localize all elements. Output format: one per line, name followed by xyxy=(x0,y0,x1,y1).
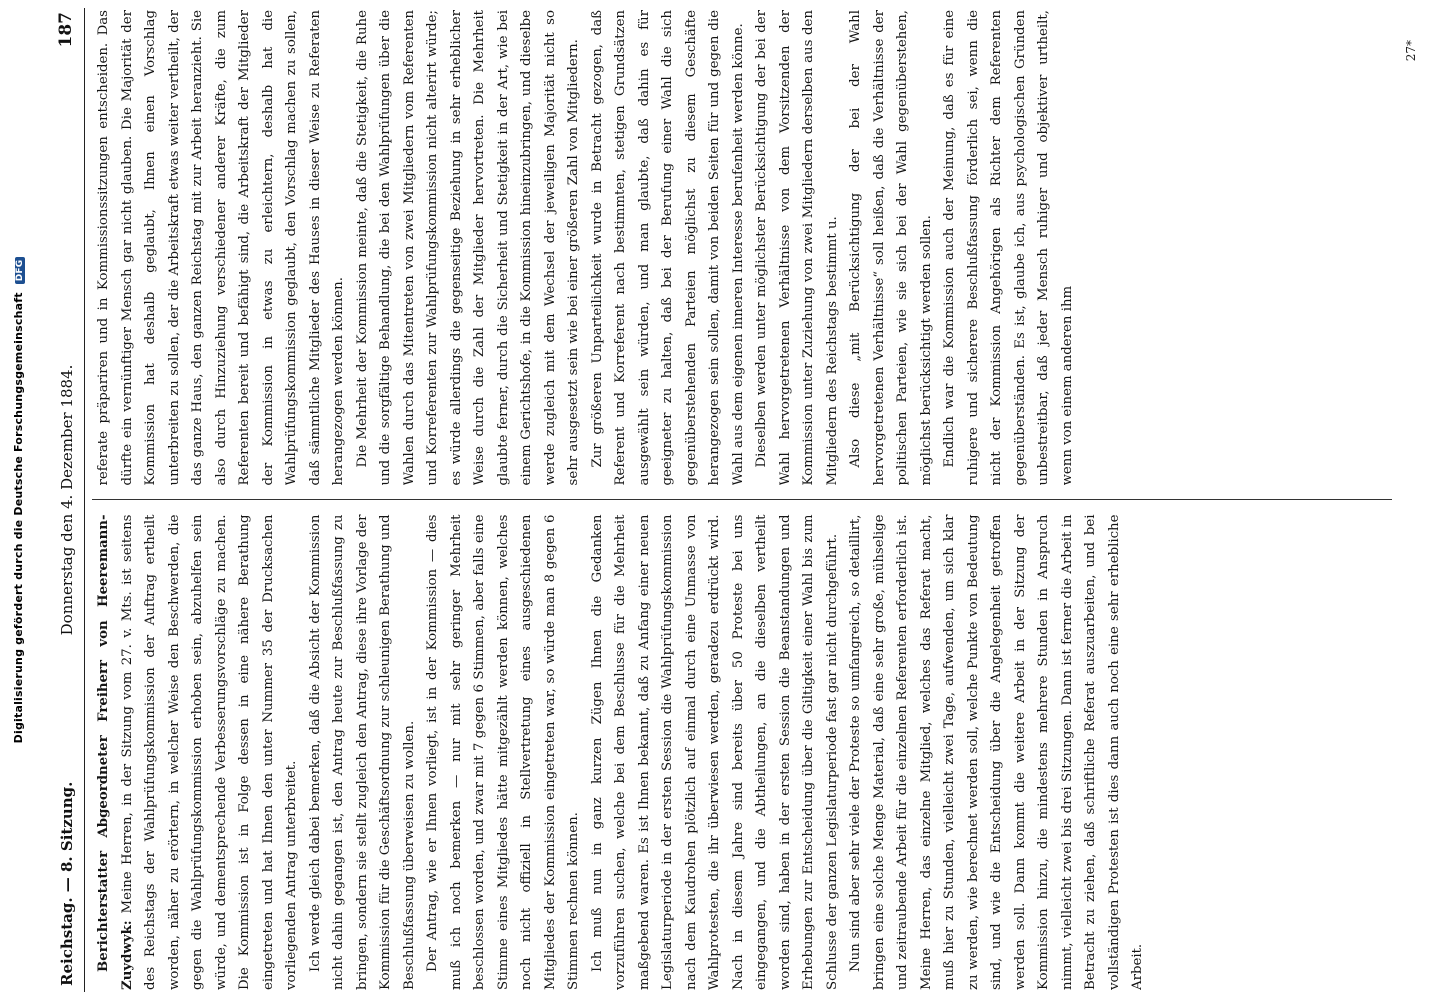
paragraph-text: Zur größeren Unparteilichkeit wurde in Betracht gezogen, daß Referent und Korreferent nach bestimmten, stetigen Grundsätzen ausgewählt sein würden, und man glaubte, daß dahin es für geeigneter zu halten, daß bei der Berufung einer Wahl die sich gegenüberstehenden Parteien möglichst zu diesem Geschäfte herangezogen sein sollen, damit von beiden Seiten für und gegen die Wahl aus dem eigenen inneren Interesse berufenheit werden könne. xyxy=(589,10,746,486)
paragraph-text: Meine Herren, in der Sitzung vom 27. v. Mts. ist seitens des Reichstags der Wahlprüfungskommission der Auftrag ertheilt worden, näher zu erörtern, in welcher Weise den Beschwerden, die gegen die Wahlprüfungskommission erhoben sein, abzuhelfen sein würde, und dementsprechende Verbesserungsvorschläge zu machen. Die Kommission ist in Folge dessen in eine nähere Berathung eingetreten und hat Ihnen den unter Nummer 35 der Drucksachen vorliegenden Antrag unterbreitet. xyxy=(119,514,299,990)
right-column xyxy=(92,10,1392,486)
text-columns xyxy=(92,10,1392,990)
header-rule xyxy=(84,8,85,992)
dfg-logo: DFG xyxy=(15,257,25,285)
page-number: 187 xyxy=(56,12,76,48)
speaker-name: Berichterstatter Abgeordneter Freiherr von Heeremann-Zuydwyk: xyxy=(96,514,135,990)
paragraph xyxy=(586,10,751,486)
column-divider xyxy=(92,500,1392,501)
paragraph xyxy=(750,10,844,486)
paragraph xyxy=(844,10,938,486)
left-column xyxy=(92,515,1392,991)
paragraph xyxy=(938,10,1079,486)
paragraph-text: Die Mehrheit der Kommission meinte, daß die Stetigkeit, die Ruhe und die sorgfältige Behandlung, die bei den Wahlprüfungen über die Wahlen durch das Mitentreten von zwei Mitgliedern vom Referenten und Korreferenten zur Wahlprüfungskommission nicht alterirt würde; es würde allerdings die gegenseitige Beziehung in sehr erheblicher Weise durch die Zahl der Mitglieder hervortreten. Die Mehrheit glaubte ferner, durch die Sicherheit und Stetigkeit in der Art, wie bei einem Gerichtshofe, in die Kommission hineinzubringen, und dieselbe werde zugleich mit dem Wechsel der jeweiligen Majorität nicht so sehr ausgesetzt sein wie bei einer größeren Zahl von Mitgliedern. xyxy=(354,10,581,486)
paragraph-text: Der Antrag, wie er Ihnen vorliegt, ist in der Kommission — dies muß ich noch bemerken — nur mit sehr geringer Mehrheit beschlossen worden, und zwar mit 7 gegen 6 Stimmen, aber falls eine Stimme eines Mitgliedes hätte mitgezählt werden können, welches noch nicht offiziell in Stellvertretung eines ausgeschiedenen Mitgliedes der Kommission eingetreten war, so würde man 8 gegen 6 Stimmen rechnen können. xyxy=(425,514,581,990)
paragraph-text: Dieselben werden unter möglichster Berücksichtigung der bei der Wahl hervorgetretenen Verhältnisse von dem Vorsitzenden der Kommission unter Zuziehung von zwei Mitgliedern derselben aus den Mitgliedern des Reichstags bestimmt u. xyxy=(754,10,840,486)
digitization-credit xyxy=(12,60,25,940)
paragraph xyxy=(351,10,586,486)
paragraph xyxy=(586,515,845,991)
paragraph-text: Ich werde gleich dabei bemerken, daß die Absicht der Kommission nicht dahin gegangen ist, den Antrag heute zur Beschlußfassung zu bringen, sondern sie stellt zugleich den Antrag, diese ihre Vorlage der Kommission für die Geschäftsordnung zur schleunigen Berathung und Beschlußfassung überweisen zu wollen. xyxy=(307,514,417,990)
paragraph-text: Also diese „mit Berücksichtigung der bei der Wahl hervorgetretenen Verhältnisse“ soll heißen, daß die Verhältnisse der politischen Parteien, wie sie sich bei der Wahl gegenüberstehen, möglichst berücksichtigt werden sollen. xyxy=(848,10,934,486)
paragraph-text: Ich muß nun in ganz kurzen Zügen Ihnen die Gedanken vorzuführen suchen, welche bei dem Beschlusse für die Mehrheit maßgebend waren. Es ist Ihnen bekannt, daß zu Anfang einer neuen Legislaturperiode in der ersten Session die Wahlprüfungskommission nach dem Kaudrohen plötzlich auf einmal durch eine Unmasse von Wahlprotesten, die ihr überwiesen werden, geradezu erdrückt wird. Nach in diesem Jahre sind bereits über 50 Proteste bei uns eingegangen, und die Abtheilungen, an die dieselben vertheilt worden sind, haben in der ersten Session die Beanstandungen und Erhebungen zur Entscheidung über die Giltigkeit einer Wahl bis zum Schlusse der ganzen Legislaturperiode fast gar nicht durchgeführt. xyxy=(589,514,840,990)
paragraph xyxy=(304,515,422,991)
paragraph xyxy=(92,10,351,486)
page-header xyxy=(56,8,82,992)
paragraph xyxy=(844,515,1150,991)
header-session: Reichstag. — 8. Sitzung. xyxy=(58,781,76,986)
sheet-signature: 27* xyxy=(1404,40,1418,62)
paragraph xyxy=(421,515,586,991)
paragraph xyxy=(92,515,304,991)
header-date: Donnerstag den 4. Dezember 1884. xyxy=(58,364,76,636)
paragraph-text: Nun sind aber sehr viele der Proteste so umfangreich, so detaillirt, bringen eine solche Menge Material, daß eine sehr große, mühselige und zeitraubende Arbeit für die einzelnen Referenten erforderlich ist. Meine Herren, das einzelne Mitglied, welches das Referat macht, muß hier zu Stunden, vielleicht zwei Tage, aufwenden, um sich klar zu werden, wie berechnet werden soll, welche Punkte von Bedeutung sind, und wie die Entscheidung über die Angelegenheit getroffen werden soll. Dann kommt die weitere Arbeit in der Sitzung der Kommission hinzu, die mindestens mehrere Stunden in Anspruch nimmt, vielleicht zwei bis drei Sitzungen. Dann ist ferner die Arbeit in Betracht zu ziehen, daß schriftliche Referat auszuarbeiten, und bei vollständigen Protesten ist dies dann auch noch eine sehr erhebliche Arbeit. xyxy=(848,514,1145,990)
paragraph-text: referate präpariren und in Kommissionssitzungen entscheiden. Das dürfte ein vernünftiger Mensch gar nicht glauben. Die Majorität der Kommission hat deshalb geglaubt, Ihnen einen Vorschlag unterbreiten zu sollen, der die Arbeitskraft etwas weiter vertheilt, der das ganze Haus, den ganzen Reichstag mit zur Arbeit heranzieht. Sie also durch Hinzuziehung verschiedener anderer Kräfte, die zum Referenten bereit und befähigt sind, die Arbeitskraft der Mitglieder der Kommission in etwas zu erleichtern, deshalb hat die Wahlprüfungskommission geglaubt, den Vorschlag machen zu sollen, daß sämmtliche Mitglieder des Hauses in dieser Weise zu Referaten herangezogen werden können. xyxy=(96,10,346,486)
credit-text: Digitalisierung gefördert durch die Deutsche Forschungsgemeinschaft xyxy=(12,292,25,744)
paragraph-text: Endlich war die Kommission auch der Meinung, daß es für eine ruhigere und sicherere Beschlußfassung förderlich sei, wenn die nicht der Kommission Angehörigen als Richter dem Referenten gegenüberständen. Es ist, glaube ich, aus psychologischen Gründen unbestreitbar, daß jeder Mensch ruhiger und objektiver urtheilt, wenn von einem anderen ihm xyxy=(942,10,1075,486)
